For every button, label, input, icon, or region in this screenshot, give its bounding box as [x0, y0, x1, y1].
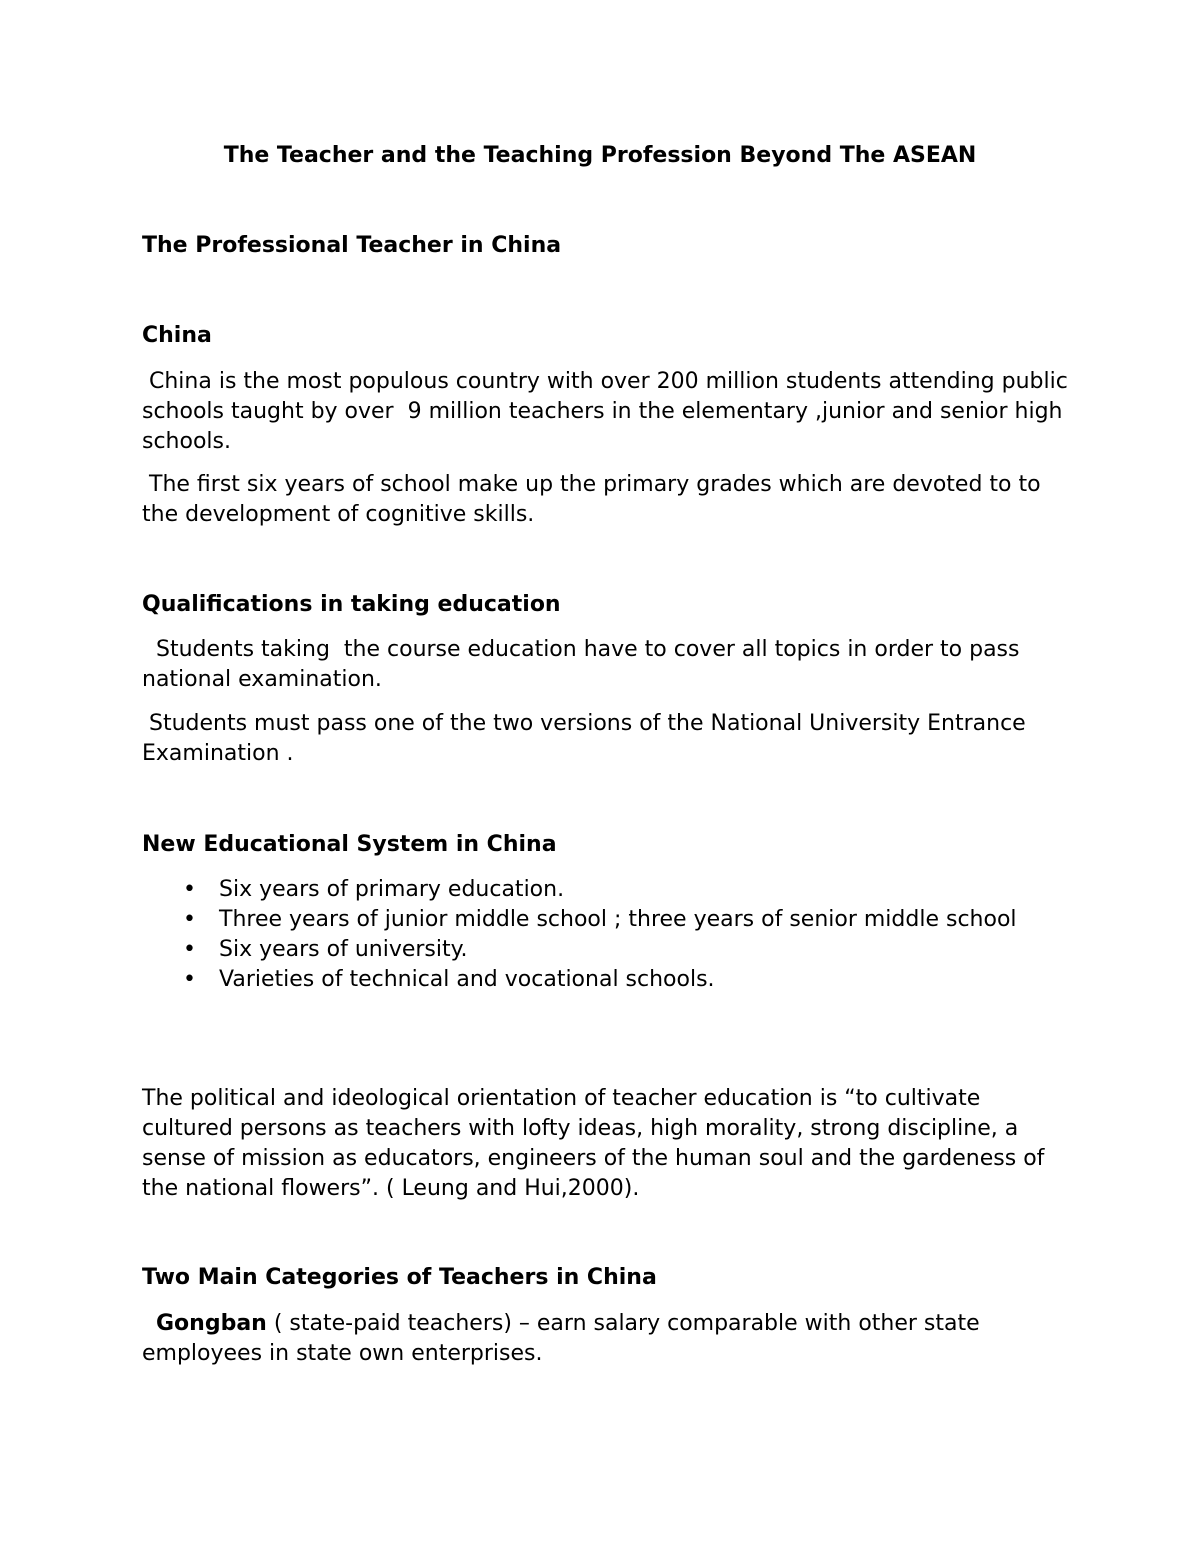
paragraph-entrance-examination: Students must pass one of the two versions of the National University Entrance Examination . [142, 711, 1033, 766]
document-title: The Teacher and the Teaching Profession Beyond The ASEAN [223, 143, 977, 168]
term-gongban: Gongban [156, 1311, 267, 1336]
list-item [142, 935, 1072, 965]
section-heading-qualifications: Qualifications in taking education [142, 592, 561, 617]
list-item-text: Six years of primary education. [219, 877, 565, 902]
list-item-text: Three years of junior middle school ; three years of senior middle school [219, 907, 1017, 932]
paragraph-political-orientation: The political and ideological orientation of teacher education is “to cultivate cultured persons as teachers with lofty ideas, high morality, strong discipline, a sense of mission as educators, engineers of the human soul and the gardeness of the national flowers”. ( Leung and Hui,2000). [142, 1086, 1052, 1201]
list-item [142, 905, 1072, 935]
section-heading-professional-teacher: The Professional Teacher in China [142, 233, 562, 258]
section-heading-china: China [142, 323, 212, 348]
list-item-text: Six years of university. [219, 937, 468, 962]
bullet-icon: • [183, 937, 196, 962]
paragraph-indent [142, 1311, 156, 1336]
term-description: ( state-paid teachers) – earn salary comparable with other state employees in state own enterprises. [142, 1311, 987, 1366]
education-system-list [142, 875, 1072, 995]
paragraph-china-population: China is the most populous country with over 200 million students attending public schools taught by over 9 million teachers in the elementary ,junior and senior high schools. [142, 369, 1075, 454]
paragraph-students-taking-course: Students taking the course education have to cover all topics in order to pass national examination. [142, 637, 1027, 692]
section-heading-two-categories: Two Main Categories of Teachers in China [142, 1265, 657, 1290]
paragraph-gongban [142, 1309, 1072, 1369]
list-item [142, 965, 1072, 995]
bullet-icon: • [183, 967, 196, 992]
list-item [142, 875, 1072, 905]
paragraph-primary-grades: The first six years of school make up the primary grades which are devoted to to the development of cognitive skills. [142, 472, 1048, 527]
section-heading-new-system: New Educational System in China [142, 832, 557, 857]
bullet-icon: • [183, 877, 196, 902]
list-item-text: Varieties of technical and vocational schools. [219, 967, 715, 992]
bullet-icon: • [183, 907, 196, 932]
